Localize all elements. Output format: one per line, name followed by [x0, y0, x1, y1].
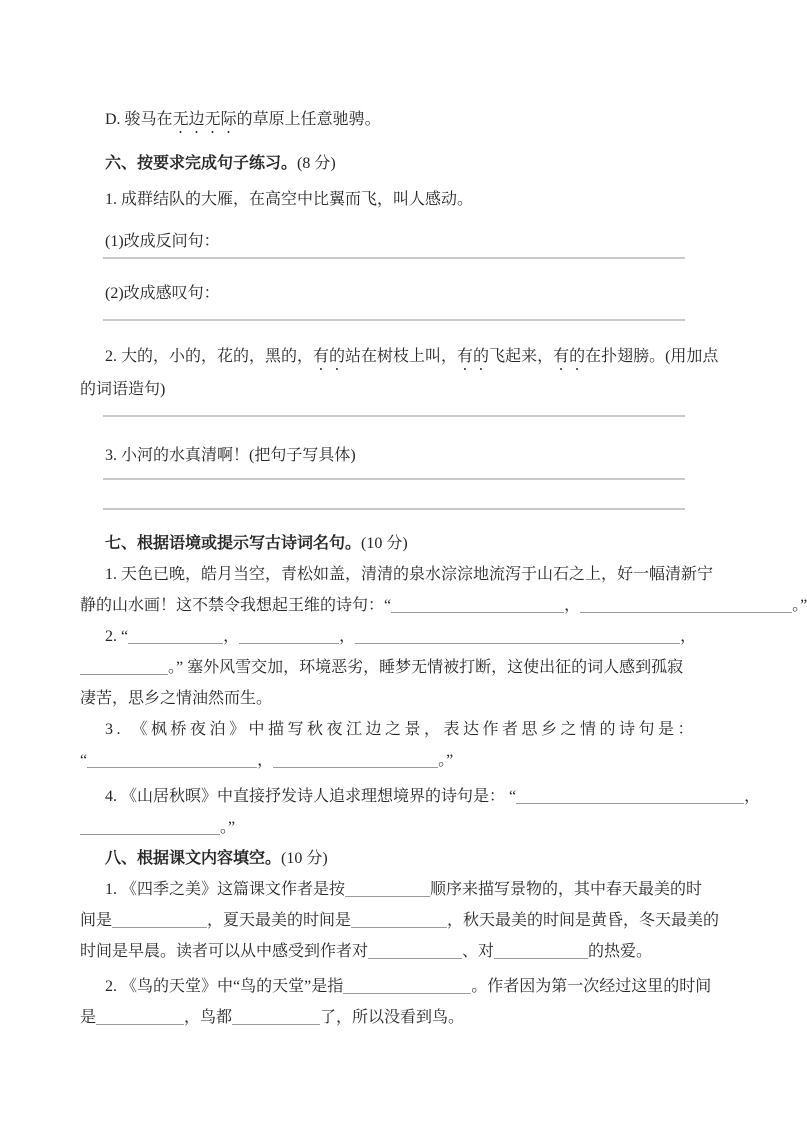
section-7-title: 七、根据语境或提示写古诗词名句。	[105, 535, 362, 552]
option-d-text-end: 的草原上任意驰骋。	[236, 111, 381, 128]
question-text: 2. 大的，小的，花的，黑的，	[105, 348, 314, 365]
question-text: 。” 塞外风雪交加，环境恶劣，睡梦无情被打断，这使出征的词人感到孤寂	[168, 659, 684, 676]
option-d-line	[80, 104, 716, 137]
option-d-text: D. 骏马在	[105, 111, 173, 128]
page-content	[80, 104, 807, 1033]
section-7-question-2-continuation-2: 凄苦，思乡之情油然而生。	[80, 690, 273, 707]
question-text: 在扑翅膀。(用加点	[585, 348, 719, 365]
section-8-title: 八、根据课文内容填空。	[105, 850, 282, 867]
question-text: 顺序来描写景物的，其中春天最美的时	[430, 881, 703, 898]
question-text: 1. 《四季之美》这篇课文作者是按	[105, 881, 346, 898]
punctuation: 。”	[438, 752, 454, 769]
answer-blank	[343, 981, 471, 994]
punctuation: ，	[339, 628, 356, 645]
section-7-question-2-continuation	[80, 652, 716, 683]
question-text: ，秋天最美的时间是黄昏，冬天最美的	[447, 912, 720, 929]
answer-blank	[391, 600, 564, 613]
answer-blank	[80, 822, 220, 835]
answer-blank	[355, 631, 680, 644]
section-7-question-4	[80, 781, 761, 812]
question-text: 2. 《鸟的天堂》中“鸟的天堂”是指	[105, 978, 344, 995]
section-6-question-1-sub-2: (2)改成感叹句：	[105, 285, 220, 302]
answer-blank	[368, 946, 462, 959]
section-8-question-1-continuation-2	[80, 936, 716, 967]
emphasized-word: 有的	[457, 348, 490, 365]
punctuation: “	[80, 752, 88, 769]
answer-rule	[103, 319, 685, 321]
section-7-question-3: 3. 《枫桥夜泊》中描写秋夜江边之景，表达作者思乡之情的诗句是：	[105, 721, 698, 738]
section-7-question-3-answer	[80, 745, 716, 776]
section-7-question-1-continuation	[80, 590, 807, 621]
section-8-question-2-continuation	[80, 1002, 716, 1033]
answer-blank	[516, 791, 744, 804]
punctuation: 。”	[220, 819, 236, 836]
section-8-score: (10 分)	[281, 850, 328, 867]
answer-rule	[103, 257, 685, 259]
answer-blank	[273, 755, 438, 768]
question-text: 了，所以没看到鸟。	[320, 1009, 465, 1026]
section-6-question-1-sub-1: (1)改成反问句：	[105, 233, 220, 250]
section-6-question-2-continuation: 的词语造句)	[80, 381, 166, 398]
question-text: 间是	[80, 912, 113, 929]
question-text: 飞起来，	[489, 348, 554, 365]
answer-blank	[87, 755, 257, 768]
question-text: 时间是早晨。读者可以从中感受到作者对	[80, 943, 369, 960]
section-6-heading	[80, 148, 716, 179]
answer-blank	[96, 1012, 184, 1025]
question-text: 站在树枝上叫，	[345, 348, 458, 365]
section-6-question-1: 1. 成群结队的大雁，在高空中比翼而飞，叫人感动。	[105, 191, 474, 208]
punctuation: 。”	[792, 597, 807, 614]
answer-rule	[103, 478, 685, 480]
question-text: 是	[80, 1009, 97, 1026]
section-6-question-2	[80, 341, 719, 374]
answer-blank	[345, 884, 430, 897]
answer-blank	[351, 915, 447, 928]
answer-rule	[103, 415, 685, 417]
answer-blank	[232, 1012, 320, 1025]
section-7-question-1: 1. 天色已晚，皓月当空，青松如盖，清清的泉水淙淙地流泻于山石之上，好一幅清新宁	[105, 566, 714, 583]
answer-blank	[239, 631, 339, 644]
question-text: ，夏天最美的时间是	[207, 912, 352, 929]
section-7-score: (10 分)	[361, 535, 408, 552]
section-8-question-1	[80, 874, 716, 905]
answer-blank	[128, 631, 223, 644]
answer-rule	[103, 508, 685, 510]
punctuation: ，	[223, 628, 240, 645]
question-text: 2. “	[105, 628, 129, 645]
question-text: ，鸟都	[184, 1009, 233, 1026]
punctuation: ，	[257, 752, 274, 769]
emphasized-word: 无边无际	[172, 111, 237, 128]
question-text: 4. 《山居秋暝》中直接抒发诗人追求理想境界的诗句是： “	[105, 788, 517, 805]
question-text: 、对	[462, 943, 495, 960]
question-text: 的热爱。	[588, 943, 653, 960]
section-7-question-2	[80, 621, 716, 652]
section-6-score: (8 分)	[297, 155, 336, 172]
section-7-question-4-continuation	[80, 812, 716, 843]
punctuation: ，	[744, 788, 761, 805]
section-8-heading	[80, 843, 716, 874]
section-6-title: 六、按要求完成句子练习。	[105, 155, 298, 172]
question-text: 静的山水画！这不禁令我想起王维的诗句：“	[80, 597, 392, 614]
punctuation: ，	[680, 628, 697, 645]
section-6-question-3: 3. 小河的水真清啊！(把句子写具体)	[105, 447, 356, 464]
punctuation: ，	[564, 597, 581, 614]
section-8-question-1-continuation	[80, 905, 720, 936]
answer-blank	[494, 946, 588, 959]
emphasized-word: 有的	[553, 348, 586, 365]
answer-blank	[112, 915, 207, 928]
section-7-heading	[80, 528, 716, 559]
question-text: 。作者因为第一次经过这里的时间	[471, 978, 712, 995]
section-8-question-2	[80, 971, 716, 1002]
answer-blank	[80, 662, 168, 675]
emphasized-word: 有的	[313, 348, 346, 365]
answer-blank	[580, 600, 792, 613]
